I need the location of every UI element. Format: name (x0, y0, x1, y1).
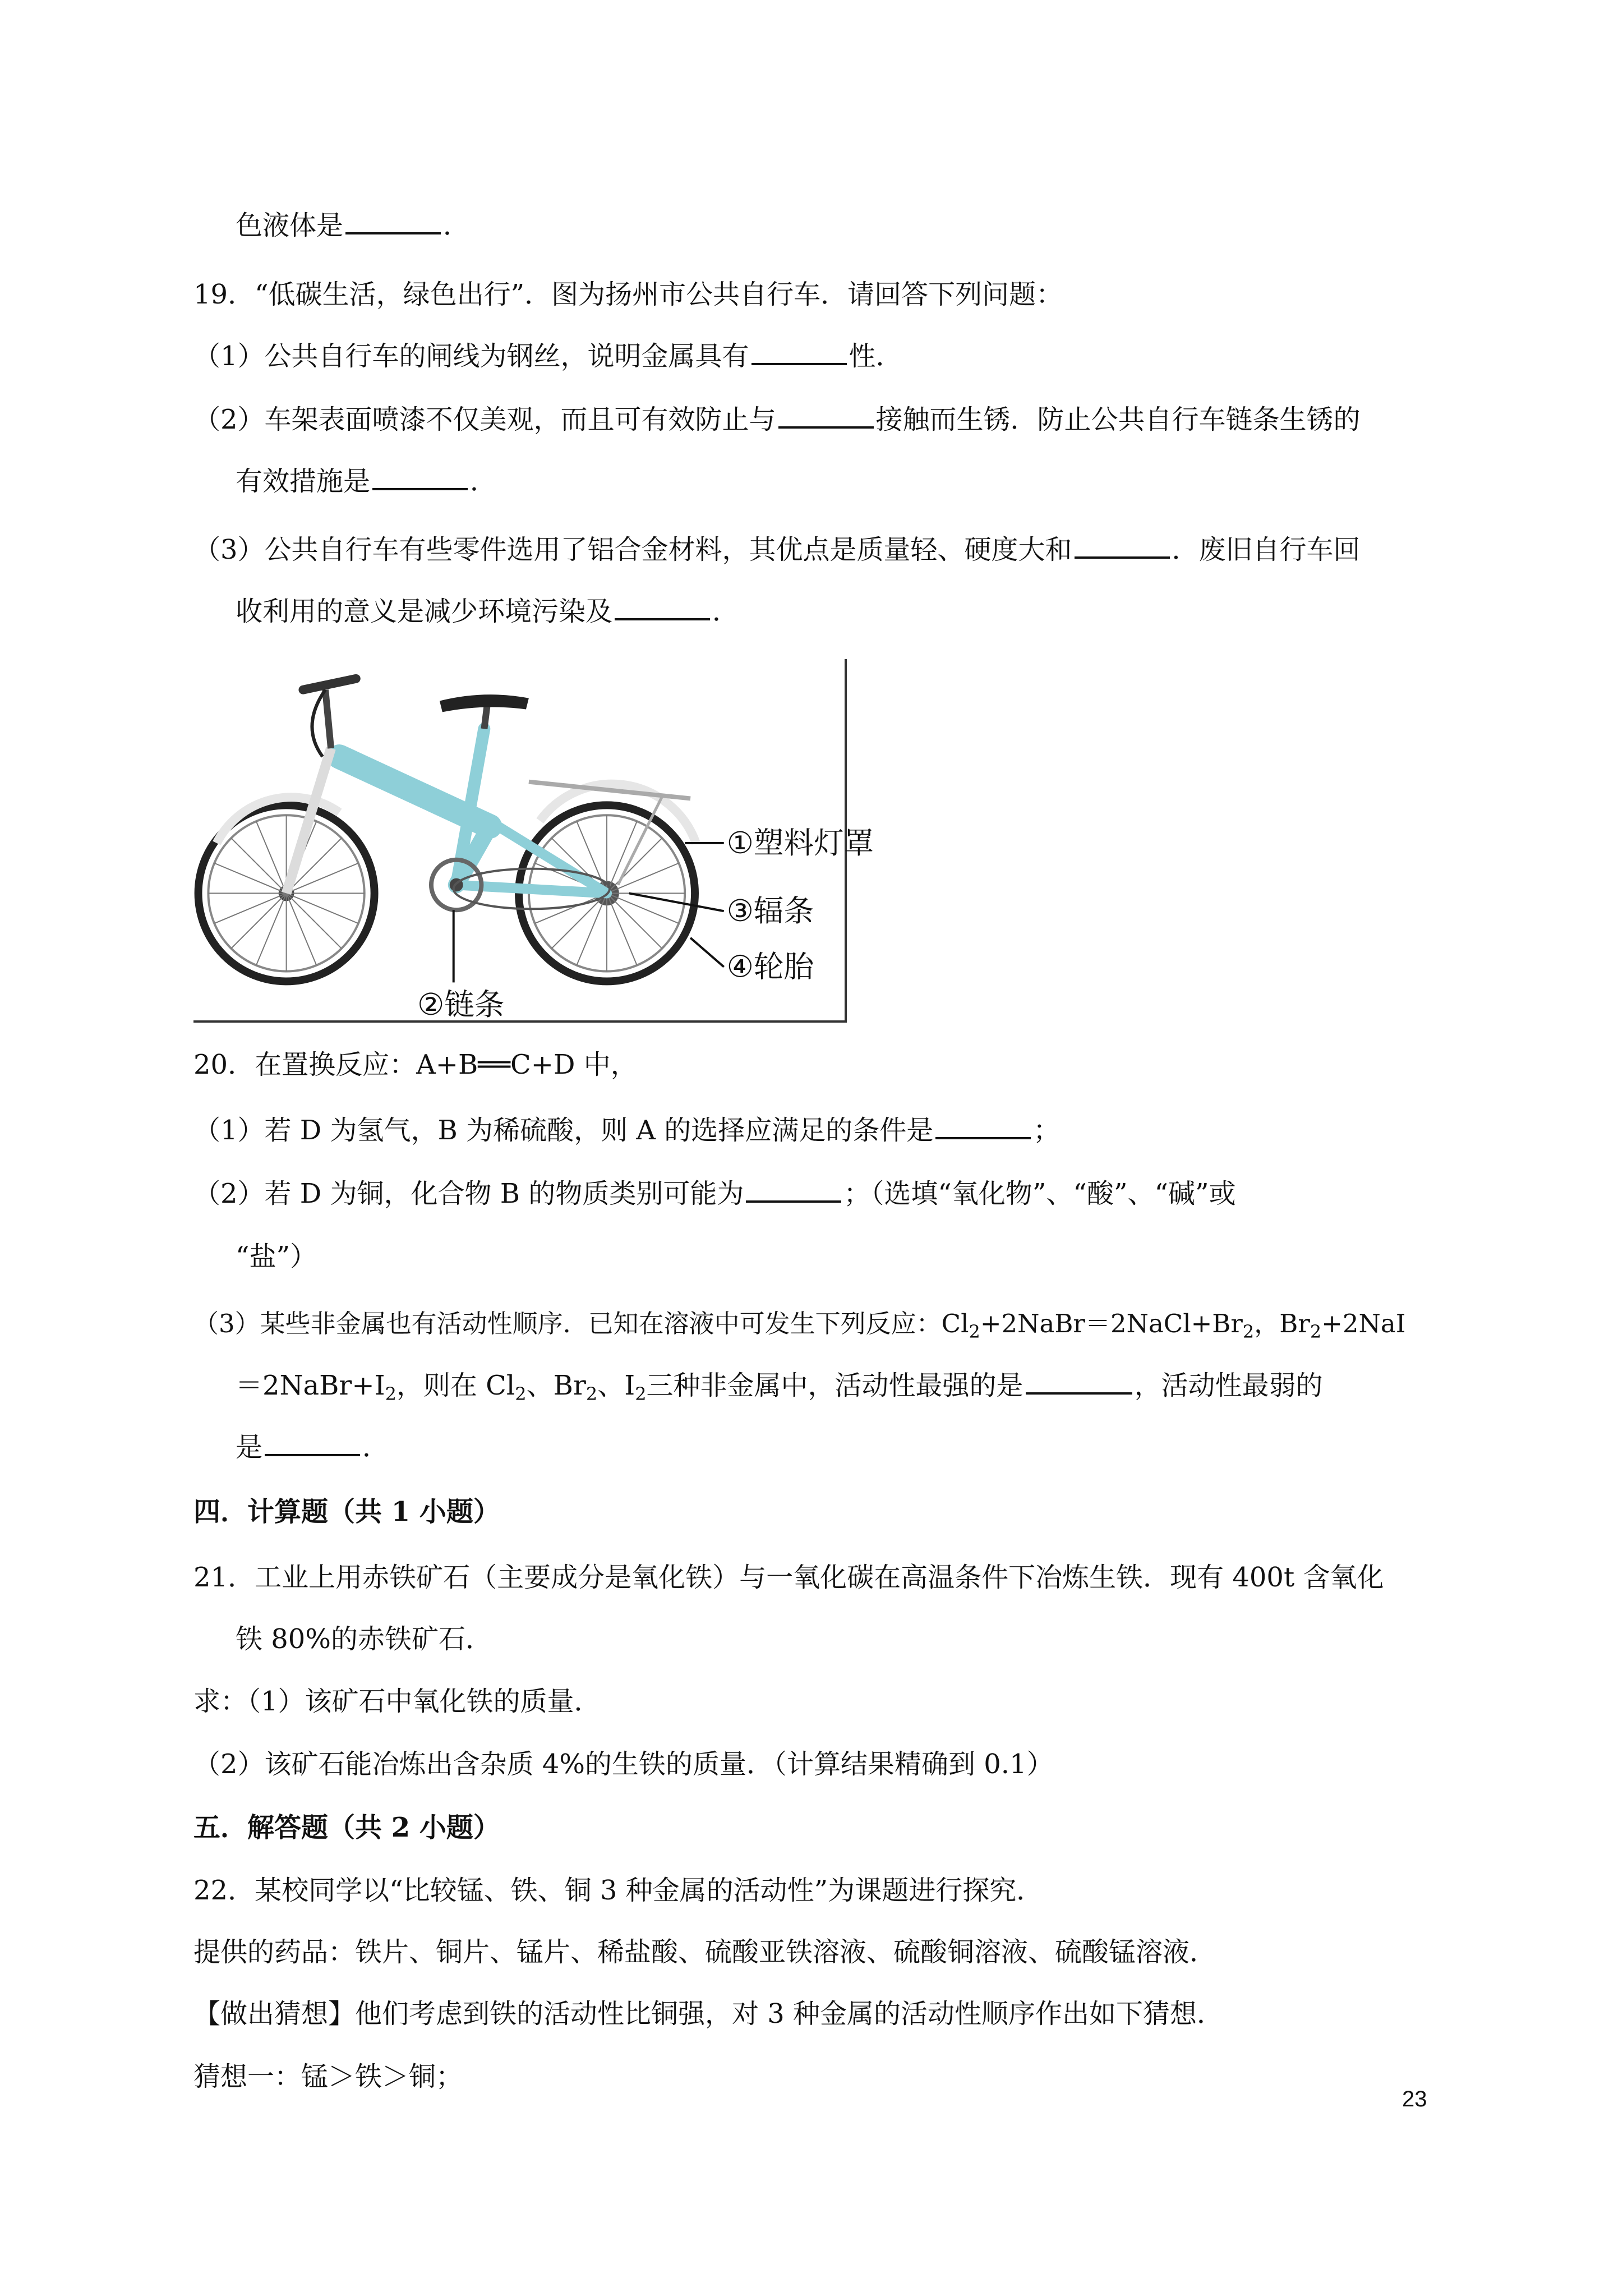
answer-blank[interactable] (1075, 533, 1170, 559)
page-number: 23 (1402, 2087, 1427, 2111)
q19-stem: 19．“低碳生活，绿色出行”．图为扬州市公共自行车．请回答下列问题： (193, 279, 1063, 310)
answer-blank[interactable] (1026, 1369, 1132, 1395)
label-spokes: ③辐条 (726, 893, 814, 929)
answer-blank[interactable] (345, 209, 441, 234)
section-heading-calculation: 四．计算题（共 1 小题） (193, 1496, 500, 1527)
q19-part1: （1）公共自行车的闸线为钢丝，说明金属具有 性． (193, 341, 903, 372)
answer-blank[interactable] (751, 339, 847, 365)
q21-line1: 21．工业上用赤铁矿石（主要成分是氧化铁）与一氧化碳在高温条件下冶炼生铁．现有 400t 含氧化 (193, 1562, 1384, 1593)
label-plastic-lampshade: ①塑料灯罩 (726, 825, 874, 861)
q19-part3-line1: （3）公共自行车有些零件选用了铝合金材料，其优点是质量轻、硬度大和 ．废旧自行车回 (193, 534, 1361, 565)
q20-part2-line2: “盐”） (236, 1241, 317, 1272)
q20-part3-line1: （3）某些非金属也有活动性顺序．已知在溶液中可发生下列反应：$Cl_2+2NaBr=2NaCl+Br_2$，$Br_2+2NaI$ (193, 1309, 1406, 1342)
bicycle-illustration (193, 659, 874, 1023)
answer-blank[interactable] (778, 403, 874, 429)
q21-line2: 铁 80%的赤铁矿石． (236, 1623, 492, 1655)
answer-blank[interactable] (615, 595, 710, 620)
q20-part3-line2: $=2NaBr+I_2$，则在 $Cl_2$、$Br_2$、$I_2$三种非金属中，活动性最强的是 ，活动性最弱的 (236, 1370, 1323, 1405)
answer-blank[interactable] (746, 1177, 841, 1203)
q21-line3: 求：（1）该矿石中氧化铁的质量． (193, 1686, 601, 1717)
q22-line2: 提供的药品：铁片、铜片、锰片、稀盐酸、硫酸亚铁溶液、硫酸铜溶液、硫酸锰溶液． (193, 1936, 1217, 1968)
q20-part3-line3: 是 ． (236, 1432, 390, 1463)
q21-line4: （2）该矿石能冶炼出含杂质 4%的生铁的质量．（计算结果精确到 0.1） (193, 1749, 1054, 1780)
q20-part1: （1）若 D 为氢气，B 为稀硫酸，则 A 的选择应满足的条件是 ； (193, 1115, 1061, 1146)
q19-part2-line2: 有效措施是 ． (236, 466, 497, 497)
q19-part3-line2: 收利用的意义是减少环境污染及 ． (236, 596, 740, 627)
section-heading-answer: 五．解答题（共 2 小题） (193, 1812, 500, 1843)
q22-line3: 【做出猜想】他们考虑到铁的活动性比铜强，对 3 种金属的活动性顺序作出如下猜想． (193, 1998, 1224, 2030)
q19-part2-line1: （2）车架表面喷漆不仅美观，而且可有效防止与 接触而生锈．防止公共自行车链条生锈的 (193, 404, 1361, 435)
bicycle-figure (193, 659, 874, 1023)
q22-line4: 猜想一：锰＞铁＞铜； (193, 2061, 463, 2092)
answer-blank[interactable] (372, 464, 468, 490)
answer-blank[interactable] (935, 1114, 1031, 1139)
label-chain: ②链条 (417, 987, 505, 1023)
label-tire: ④轮胎 (726, 949, 814, 984)
q22-line1: 22．某校同学以“比较锰、铁、铜 3 种金属的活动性”为课题进行探究． (193, 1875, 1044, 1906)
q20-stem: 20．在置换反应：A+B══C+D 中， (193, 1049, 638, 1080)
q18-answer-line: 色液体是 ． (236, 210, 471, 241)
q20-part2-line1: （2）若 D 为铜，化合物 B 的物质类别可能为 ；（选填“氧化物”、“酸”、“碱”或 (193, 1178, 1236, 1209)
answer-blank[interactable] (265, 1430, 360, 1456)
